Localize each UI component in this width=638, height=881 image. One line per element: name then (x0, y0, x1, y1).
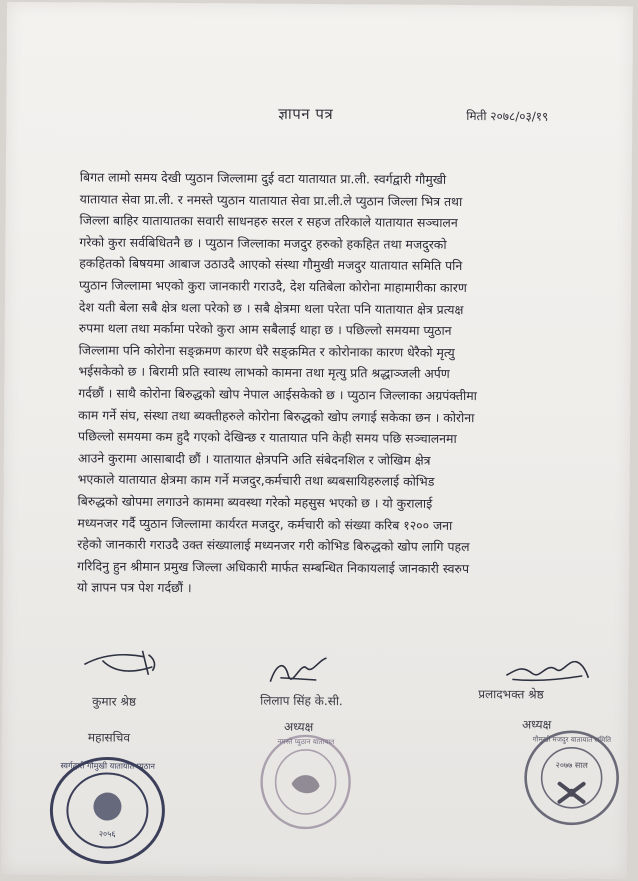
seal-3-icon (521, 727, 622, 828)
signatory-2-name: लिलाप सिंह के.सी. (260, 693, 343, 709)
body-line: गर्दछौं । साथै कोरोना बिरुद्धको खोप नेपाल आईसकेको छ । प्युठान जिल्लाका अग्रपंक्तीमा (78, 385, 477, 404)
signatory-1-name: कुमार श्रेष्ठ (92, 694, 137, 709)
signatory-1-post: महासचिव (87, 730, 131, 745)
seal-1-name: स्वर्गद्वारी गौमुखी यातायात प्युठान (60, 761, 156, 771)
signature-1-icon (82, 644, 162, 681)
body-line: प्युठान जिल्लामा भएको कुरा जानकारी गराउदै, देश यतिबेला कोरोना माहामारीका कारण (79, 277, 467, 296)
body-line: जिल्लामा पनि कोरोना सङ्क्रमण कारण धेरै सङ्क्रमित र कोरोनाका कारण धेरैको मृत्यु (78, 342, 455, 360)
signature-2-icon (266, 652, 336, 692)
seal-2-icon (257, 732, 354, 833)
letter-date: मिती २०७८/०३/१९ (466, 109, 549, 124)
signatory-2-post: अध्यक्ष (283, 719, 314, 734)
seal-3-name: गौमुखी मजदुर यातायात समिति (532, 735, 612, 745)
body-line: भएकाले यातायात क्षेत्रमा काम गर्ने मजदुर,कर्मचारी तथा ब्यबसायिहरुलाई कोभिड (77, 471, 435, 490)
body-line: बिगत लामो समय देखी प्युठान जिल्लामा दुई वटा यातायात प्रा.ली. स्वर्गद्वारी गौमुखी (79, 169, 447, 187)
body-line: आउने कुरामा आसाबादी छौं । यातायात क्षेत्रपनि अति संबेदनशिल र जोखिम क्षेत्र (77, 450, 431, 468)
seal-1-icon (47, 754, 168, 867)
body-line: हकहितको बिषयमा आबाज उठाउदै आएको संस्था गौमुखी मजदुर यातायात समिति पनि (79, 255, 463, 274)
body-line: मध्यनजर गर्दै प्युठान जिल्लामा कार्यरत मजदुर, कर्मचारी को संख्या करिब १२०० जना (77, 514, 453, 533)
body-line: जिल्ला बाहिर यातायातका सवारी साधनहरु सरल र सहज तरिकाले यातायात सञ्चालन (79, 212, 458, 231)
body-line: गरिदिनु हुन श्रीमान प्रमुख जिल्ला अधिकारी मार्फत सम्बन्धित निकायलाई जानकारी स्वरुप (77, 558, 470, 576)
signatory-3-post: अध्यक्ष (521, 717, 552, 732)
body-line: देश यती बेला सबै क्षेत्र थला परेको छ । सबै क्षेत्रमा थला परेता पनि यातायात क्षेत्र प्रत्यक्ष (78, 298, 464, 317)
body-line: रुपमा थला तथा मर्कामा परेको कुरा आम सबैलाई थाहा छ । पछिल्लो समयमा प्युठान (78, 320, 452, 339)
seal-1-year: २०५६ (98, 829, 116, 839)
body-line: बिरुद्धको खोपमा लगाउने काममा ब्यवस्था गरेको महसुस भएको छ । यो कुरालाई (77, 493, 433, 511)
body-line: यो ज्ञापन पत्र पेश गर्दछौं । (76, 579, 192, 596)
body-line: यातायात सेवा प्रा.ली. र नमस्ते प्युठान यातायात सेवा प्रा.ली.ले प्युठान जिल्ला भित्र तथा (79, 190, 463, 209)
signature-3-icon (502, 651, 592, 688)
body-line: काम गर्ने संघ, संस्था तथा ब्यक्तीहरुले कोरोना बिरुद्धको खोप लगाई सकेका छन । कोरोना (78, 406, 475, 425)
seal-2-name: नमस्ते प्युठान यातायात (277, 737, 335, 747)
signatory-3-name: प्रलादभक्त श्रेष्ठ (478, 687, 544, 702)
body-line: गरेको कुरा सर्वबिधितनै छ । प्युठान जिल्लाका मजदुर हरुको हकहित तथा मजदुरको (79, 234, 447, 252)
letter-title: ज्ञापन पत्र (278, 104, 334, 124)
letter-sheet (1, 2, 633, 879)
body-line: भईसकेको छ । बिरामी प्रति स्वास्थ लाभको कामना तथा मृत्यु प्रति श्रद्धाञ्जली अर्पण (78, 363, 450, 382)
body-line: पछिल्लो समयमा कम हुदै गएको देखिन्छ र यातायात पनि केही समय पछि सञ्चालनमा (77, 428, 457, 447)
body-line: रहेको जानकारी गराउदै उक्त संख्यालाई मध्यनजर गरी कोभिड बिरुद्धको खोप लागि पहल (77, 536, 470, 555)
letter-body (77, 166, 574, 601)
seal-3-year: २०७७ साल (555, 760, 588, 770)
